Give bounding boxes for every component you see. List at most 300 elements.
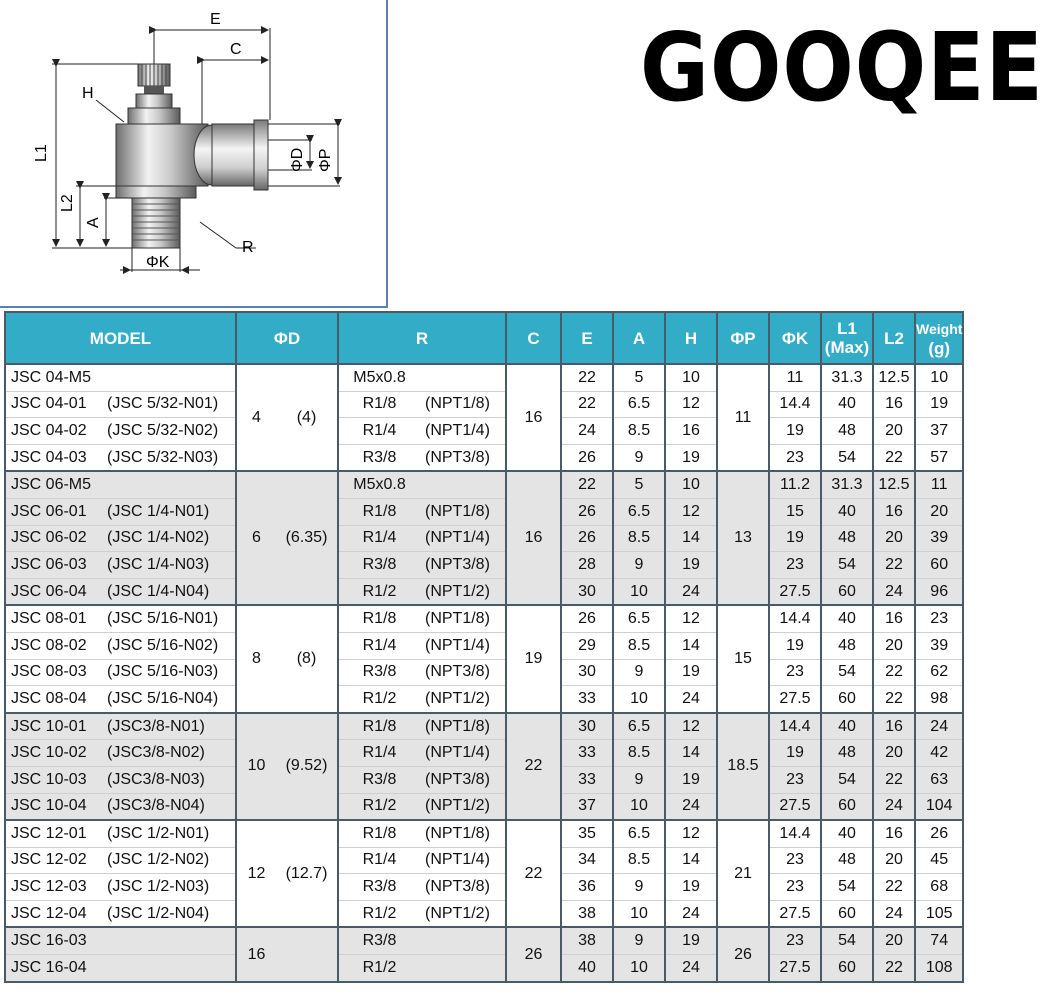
k-cell: 19 — [769, 632, 821, 659]
e-cell: 38 — [561, 900, 613, 927]
a-cell: 6.5 — [613, 391, 665, 418]
table-row — [5, 847, 963, 874]
model-cell: JSC 06-02 — [5, 525, 102, 552]
table-row — [5, 793, 963, 820]
model-alt-cell: (JSC 1/4-N02) — [102, 525, 236, 552]
model-group — [5, 471, 963, 605]
r-cell: R1/8 — [338, 391, 420, 418]
label-p: ΦP — [317, 148, 334, 172]
l2-cell: 16 — [873, 713, 915, 740]
k-cell: 14.4 — [769, 605, 821, 632]
e-cell: 22 — [561, 364, 613, 391]
l1-cell: 54 — [821, 444, 873, 471]
model-alt-cell: (JSC 5/16-N01) — [102, 605, 236, 632]
r-cell: R1/2 — [338, 900, 420, 927]
e-cell: 26 — [561, 605, 613, 632]
l2-cell: 24 — [873, 578, 915, 605]
model-group — [5, 605, 963, 712]
a-cell: 9 — [613, 444, 665, 471]
label-c: C — [230, 41, 242, 58]
k-cell: 11 — [769, 364, 821, 391]
model-cell: JSC 08-01 — [5, 605, 102, 632]
r-npt-cell: (NPT1/8) — [420, 820, 506, 847]
e-cell: 22 — [561, 471, 613, 498]
h-cell: 16 — [665, 418, 717, 445]
header-l1-sub: (Max) — [824, 338, 870, 357]
a-cell: 10 — [613, 578, 665, 605]
l1-cell: 40 — [821, 713, 873, 740]
model-alt-cell: (JSC3/8-N01) — [102, 713, 236, 740]
r-npt-cell: (NPT1/4) — [420, 847, 506, 874]
k-cell: 27.5 — [769, 686, 821, 713]
label-a: A — [85, 217, 102, 228]
weight-cell: 19 — [915, 391, 963, 418]
h-cell: 24 — [665, 793, 717, 820]
r-npt-cell: (NPT1/2) — [420, 793, 506, 820]
d-inch-cell: (9.52) — [276, 713, 338, 820]
r-cell: M5x0.8 — [338, 364, 420, 391]
a-cell: 6.5 — [613, 498, 665, 525]
k-cell: 23 — [769, 552, 821, 579]
model-alt-cell: (JSC 1/4-N04) — [102, 578, 236, 605]
table-row — [5, 444, 963, 471]
l2-cell: 20 — [873, 927, 915, 954]
k-cell: 14.4 — [769, 713, 821, 740]
r-npt-cell — [420, 471, 506, 498]
r-npt-cell: (NPT1/2) — [420, 578, 506, 605]
r-npt-cell: (NPT1/8) — [420, 713, 506, 740]
weight-cell: 26 — [915, 820, 963, 847]
l1-cell: 60 — [821, 686, 873, 713]
model-group — [5, 713, 963, 820]
brand-logo: GOOQEE — [640, 12, 1044, 123]
model-alt-cell — [102, 471, 236, 498]
l2-cell: 20 — [873, 418, 915, 445]
model-alt-cell: (JSC 5/16-N02) — [102, 632, 236, 659]
l1-cell: 48 — [821, 418, 873, 445]
h-cell: 19 — [665, 552, 717, 579]
weight-cell: 96 — [915, 578, 963, 605]
h-cell: 12 — [665, 605, 717, 632]
l2-cell: 12.5 — [873, 471, 915, 498]
p-cell: 11 — [717, 364, 769, 471]
r-npt-cell: (NPT1/4) — [420, 525, 506, 552]
model-alt-cell: (JSC 1/4-N01) — [102, 498, 236, 525]
r-npt-cell: (NPT1/4) — [420, 632, 506, 659]
l1-cell: 40 — [821, 605, 873, 632]
table-row — [5, 498, 963, 525]
r-cell: R1/8 — [338, 498, 420, 525]
weight-cell: 11 — [915, 471, 963, 498]
a-cell: 8.5 — [613, 740, 665, 767]
a-cell: 9 — [613, 552, 665, 579]
d-cell: 6 — [236, 471, 276, 605]
r-cell: R1/4 — [338, 632, 420, 659]
e-cell: 30 — [561, 578, 613, 605]
a-cell: 8.5 — [613, 418, 665, 445]
model-cell: JSC 12-01 — [5, 820, 102, 847]
k-cell: 23 — [769, 847, 821, 874]
l1-cell: 31.3 — [821, 364, 873, 391]
model-alt-cell: (JSC 1/2-N02) — [102, 847, 236, 874]
label-r: R — [242, 239, 254, 256]
a-cell: 9 — [613, 927, 665, 954]
l1-cell: 48 — [821, 740, 873, 767]
table-row — [5, 552, 963, 579]
model-cell: JSC 12-04 — [5, 900, 102, 927]
weight-cell: 74 — [915, 927, 963, 954]
model-cell: JSC 10-01 — [5, 713, 102, 740]
k-cell: 14.4 — [769, 391, 821, 418]
h-cell: 19 — [665, 766, 717, 793]
r-npt-cell: (NPT1/8) — [420, 605, 506, 632]
model-alt-cell: (JSC3/8-N04) — [102, 793, 236, 820]
a-cell: 6.5 — [613, 605, 665, 632]
model-cell: JSC 12-02 — [5, 847, 102, 874]
k-cell: 27.5 — [769, 955, 821, 982]
e-cell: 26 — [561, 444, 613, 471]
r-npt-cell: (NPT1/8) — [420, 498, 506, 525]
a-cell: 6.5 — [613, 820, 665, 847]
r-cell: R1/2 — [338, 793, 420, 820]
r-npt-cell: (NPT1/4) — [420, 740, 506, 767]
table-row — [5, 659, 963, 686]
table-row — [5, 927, 963, 954]
weight-cell: 10 — [915, 364, 963, 391]
header-k: ΦK — [769, 312, 821, 364]
e-cell: 37 — [561, 793, 613, 820]
weight-cell: 23 — [915, 605, 963, 632]
table-row — [5, 632, 963, 659]
p-cell: 13 — [717, 471, 769, 605]
h-cell: 24 — [665, 686, 717, 713]
r-cell: R1/8 — [338, 605, 420, 632]
header-c: C — [506, 312, 561, 364]
h-cell: 12 — [665, 713, 717, 740]
header-weight-sub: (g) — [928, 338, 951, 358]
e-cell: 33 — [561, 686, 613, 713]
p-cell: 15 — [717, 605, 769, 712]
l2-cell: 20 — [873, 632, 915, 659]
table-row — [5, 686, 963, 713]
e-cell: 40 — [561, 955, 613, 982]
a-cell: 9 — [613, 766, 665, 793]
d-inch-cell — [276, 927, 338, 981]
r-cell: R3/8 — [338, 927, 420, 954]
l1-cell: 40 — [821, 498, 873, 525]
d-inch-cell: (12.7) — [276, 820, 338, 927]
a-cell: 6.5 — [613, 713, 665, 740]
r-cell: R3/8 — [338, 874, 420, 901]
a-cell: 8.5 — [613, 525, 665, 552]
weight-cell: 45 — [915, 847, 963, 874]
table-row — [5, 713, 963, 740]
model-cell: JSC 04-02 — [5, 418, 102, 445]
push-in-tube-shape — [194, 120, 268, 190]
a-cell: 5 — [613, 471, 665, 498]
c-cell: 16 — [506, 364, 561, 471]
r-cell: R3/8 — [338, 444, 420, 471]
model-cell: JSC 06-01 — [5, 498, 102, 525]
weight-cell: 39 — [915, 632, 963, 659]
table-row — [5, 820, 963, 847]
r-npt-cell — [420, 955, 506, 982]
h-cell: 10 — [665, 364, 717, 391]
r-npt-cell: (NPT1/2) — [420, 900, 506, 927]
k-cell: 15 — [769, 498, 821, 525]
a-cell: 5 — [613, 364, 665, 391]
fitting-dimension-diagram — [0, 0, 388, 308]
l1-cell: 54 — [821, 552, 873, 579]
weight-cell: 108 — [915, 955, 963, 982]
model-cell: JSC 04-03 — [5, 444, 102, 471]
p-cell: 18.5 — [717, 713, 769, 820]
k-cell: 23 — [769, 766, 821, 793]
a-cell: 9 — [613, 874, 665, 901]
a-cell: 10 — [613, 955, 665, 982]
weight-cell: 105 — [915, 900, 963, 927]
k-cell: 23 — [769, 659, 821, 686]
e-cell: 24 — [561, 418, 613, 445]
a-cell: 8.5 — [613, 847, 665, 874]
label-e: E — [210, 11, 221, 28]
c-cell: 22 — [506, 820, 561, 927]
l2-cell: 24 — [873, 900, 915, 927]
k-cell: 23 — [769, 874, 821, 901]
model-alt-cell: (JSC3/8-N03) — [102, 766, 236, 793]
label-l2: L2 — [59, 194, 76, 212]
table-row — [5, 525, 963, 552]
r-npt-cell — [420, 364, 506, 391]
header-weight-label: Weight — [916, 320, 963, 337]
table-row — [5, 874, 963, 901]
l2-cell: 22 — [873, 766, 915, 793]
k-cell: 11.2 — [769, 471, 821, 498]
weight-cell: 39 — [915, 525, 963, 552]
r-npt-cell: (NPT1/2) — [420, 686, 506, 713]
l2-cell: 22 — [873, 686, 915, 713]
p-cell: 26 — [717, 927, 769, 981]
h-cell: 12 — [665, 498, 717, 525]
e-cell: 33 — [561, 766, 613, 793]
table-row — [5, 391, 963, 418]
k-cell: 27.5 — [769, 900, 821, 927]
label-k: ΦK — [146, 254, 170, 271]
l2-cell: 16 — [873, 605, 915, 632]
h-cell: 24 — [665, 900, 717, 927]
l2-cell: 16 — [873, 498, 915, 525]
header-l1 — [821, 312, 873, 364]
e-cell: 38 — [561, 927, 613, 954]
h-cell: 12 — [665, 391, 717, 418]
header-e: E — [561, 312, 613, 364]
model-cell: JSC 10-02 — [5, 740, 102, 767]
r-npt-cell: (NPT1/4) — [420, 418, 506, 445]
e-cell: 36 — [561, 874, 613, 901]
l1-cell: 54 — [821, 927, 873, 954]
table-row — [5, 605, 963, 632]
header-weight — [915, 312, 963, 364]
a-cell: 10 — [613, 900, 665, 927]
header-h: H — [665, 312, 717, 364]
k-cell: 19 — [769, 740, 821, 767]
model-alt-cell: (JSC 1/2-N01) — [102, 820, 236, 847]
model-cell: JSC 08-02 — [5, 632, 102, 659]
r-npt-cell: (NPT3/8) — [420, 444, 506, 471]
c-cell: 26 — [506, 927, 561, 981]
k-cell: 14.4 — [769, 820, 821, 847]
model-group — [5, 927, 963, 981]
r-cell: R1/4 — [338, 847, 420, 874]
c-cell: 19 — [506, 605, 561, 712]
d-cell: 10 — [236, 713, 276, 820]
h-cell: 14 — [665, 847, 717, 874]
model-alt-cell: (JSC 1/4-N03) — [102, 552, 236, 579]
l2-cell: 20 — [873, 525, 915, 552]
d-cell: 16 — [236, 927, 276, 981]
h-cell: 14 — [665, 525, 717, 552]
model-cell: JSC 16-03 — [5, 927, 102, 954]
e-cell: 28 — [561, 552, 613, 579]
a-cell: 10 — [613, 793, 665, 820]
l1-cell: 48 — [821, 632, 873, 659]
k-cell: 19 — [769, 525, 821, 552]
weight-cell: 62 — [915, 659, 963, 686]
h-cell: 14 — [665, 740, 717, 767]
r-cell: R1/4 — [338, 740, 420, 767]
technical-drawing — [0, 0, 388, 308]
weight-cell: 42 — [915, 740, 963, 767]
r-cell: R3/8 — [338, 766, 420, 793]
model-cell: JSC 04-01 — [5, 391, 102, 418]
e-cell: 35 — [561, 820, 613, 847]
r-cell: R1/2 — [338, 578, 420, 605]
model-alt-cell: (JSC 5/16-N03) — [102, 659, 236, 686]
l2-cell: 24 — [873, 793, 915, 820]
model-cell: JSC 10-04 — [5, 793, 102, 820]
l1-cell: 48 — [821, 847, 873, 874]
e-cell: 30 — [561, 713, 613, 740]
model-group — [5, 364, 963, 471]
model-alt-cell: (JSC 5/32-N02) — [102, 418, 236, 445]
header-l1-label: L1 — [837, 319, 857, 338]
d-cell: 8 — [236, 605, 276, 712]
r-cell: R1/2 — [338, 686, 420, 713]
l1-cell: 54 — [821, 659, 873, 686]
h-cell: 19 — [665, 444, 717, 471]
model-cell: JSC 04-M5 — [5, 364, 102, 391]
model-alt-cell: (JSC 5/32-N01) — [102, 391, 236, 418]
label-h: H — [82, 85, 94, 102]
h-cell: 24 — [665, 955, 717, 982]
weight-cell: 60 — [915, 552, 963, 579]
l1-cell: 60 — [821, 793, 873, 820]
header-a: A — [613, 312, 665, 364]
model-alt-cell: (JSC 1/2-N03) — [102, 874, 236, 901]
k-cell: 27.5 — [769, 578, 821, 605]
weight-cell: 98 — [915, 686, 963, 713]
e-cell: 33 — [561, 740, 613, 767]
header-p: ΦP — [717, 312, 769, 364]
h-cell: 10 — [665, 471, 717, 498]
k-cell: 23 — [769, 927, 821, 954]
a-cell: 10 — [613, 686, 665, 713]
h-cell: 14 — [665, 632, 717, 659]
weight-cell: 63 — [915, 766, 963, 793]
model-group — [5, 820, 963, 927]
e-cell: 30 — [561, 659, 613, 686]
table-row — [5, 471, 963, 498]
r-npt-cell: (NPT3/8) — [420, 552, 506, 579]
e-cell: 29 — [561, 632, 613, 659]
model-cell: JSC 16-04 — [5, 955, 102, 982]
thread-shape — [132, 198, 180, 248]
r-npt-cell: (NPT3/8) — [420, 766, 506, 793]
model-cell: JSC 06-03 — [5, 552, 102, 579]
model-alt-cell — [102, 955, 236, 982]
l2-cell: 22 — [873, 955, 915, 982]
weight-cell: 57 — [915, 444, 963, 471]
c-cell: 22 — [506, 713, 561, 820]
weight-cell: 24 — [915, 713, 963, 740]
r-npt-cell: (NPT1/8) — [420, 391, 506, 418]
l2-cell: 12.5 — [873, 364, 915, 391]
e-cell: 22 — [561, 391, 613, 418]
h-cell: 19 — [665, 874, 717, 901]
model-cell: JSC 06-M5 — [5, 471, 102, 498]
model-cell: JSC 12-03 — [5, 874, 102, 901]
r-npt-cell — [420, 927, 506, 954]
l1-cell: 31.3 — [821, 471, 873, 498]
table-row — [5, 418, 963, 445]
k-cell: 19 — [769, 418, 821, 445]
l2-cell: 22 — [873, 874, 915, 901]
model-alt-cell: (JSC3/8-N02) — [102, 740, 236, 767]
r-npt-cell: (NPT3/8) — [420, 874, 506, 901]
a-cell: 8.5 — [613, 632, 665, 659]
d-inch-cell: (8) — [276, 605, 338, 712]
table-row — [5, 766, 963, 793]
r-cell: R1/4 — [338, 418, 420, 445]
a-cell: 9 — [613, 659, 665, 686]
r-npt-cell: (NPT3/8) — [420, 659, 506, 686]
model-alt-cell — [102, 364, 236, 391]
weight-cell: 68 — [915, 874, 963, 901]
l1-cell: 48 — [821, 525, 873, 552]
knob-shape — [128, 64, 180, 124]
l1-cell: 40 — [821, 820, 873, 847]
d-cell: 4 — [236, 364, 276, 471]
table-row — [5, 740, 963, 767]
d-inch-cell: (4) — [276, 364, 338, 471]
l2-cell: 22 — [873, 552, 915, 579]
l1-cell: 54 — [821, 874, 873, 901]
l1-cell: 40 — [821, 391, 873, 418]
e-cell: 26 — [561, 498, 613, 525]
r-cell: R1/8 — [338, 713, 420, 740]
k-cell: 23 — [769, 444, 821, 471]
header-row — [5, 312, 963, 364]
header-l2: L2 — [873, 312, 915, 364]
table-row — [5, 364, 963, 391]
table-row — [5, 900, 963, 927]
model-cell: JSC 10-03 — [5, 766, 102, 793]
r-cell: R1/4 — [338, 525, 420, 552]
model-alt-cell: (JSC 5/16-N04) — [102, 686, 236, 713]
h-cell: 24 — [665, 578, 717, 605]
d-inch-cell: (6.35) — [276, 471, 338, 605]
header-r: R — [338, 312, 506, 364]
